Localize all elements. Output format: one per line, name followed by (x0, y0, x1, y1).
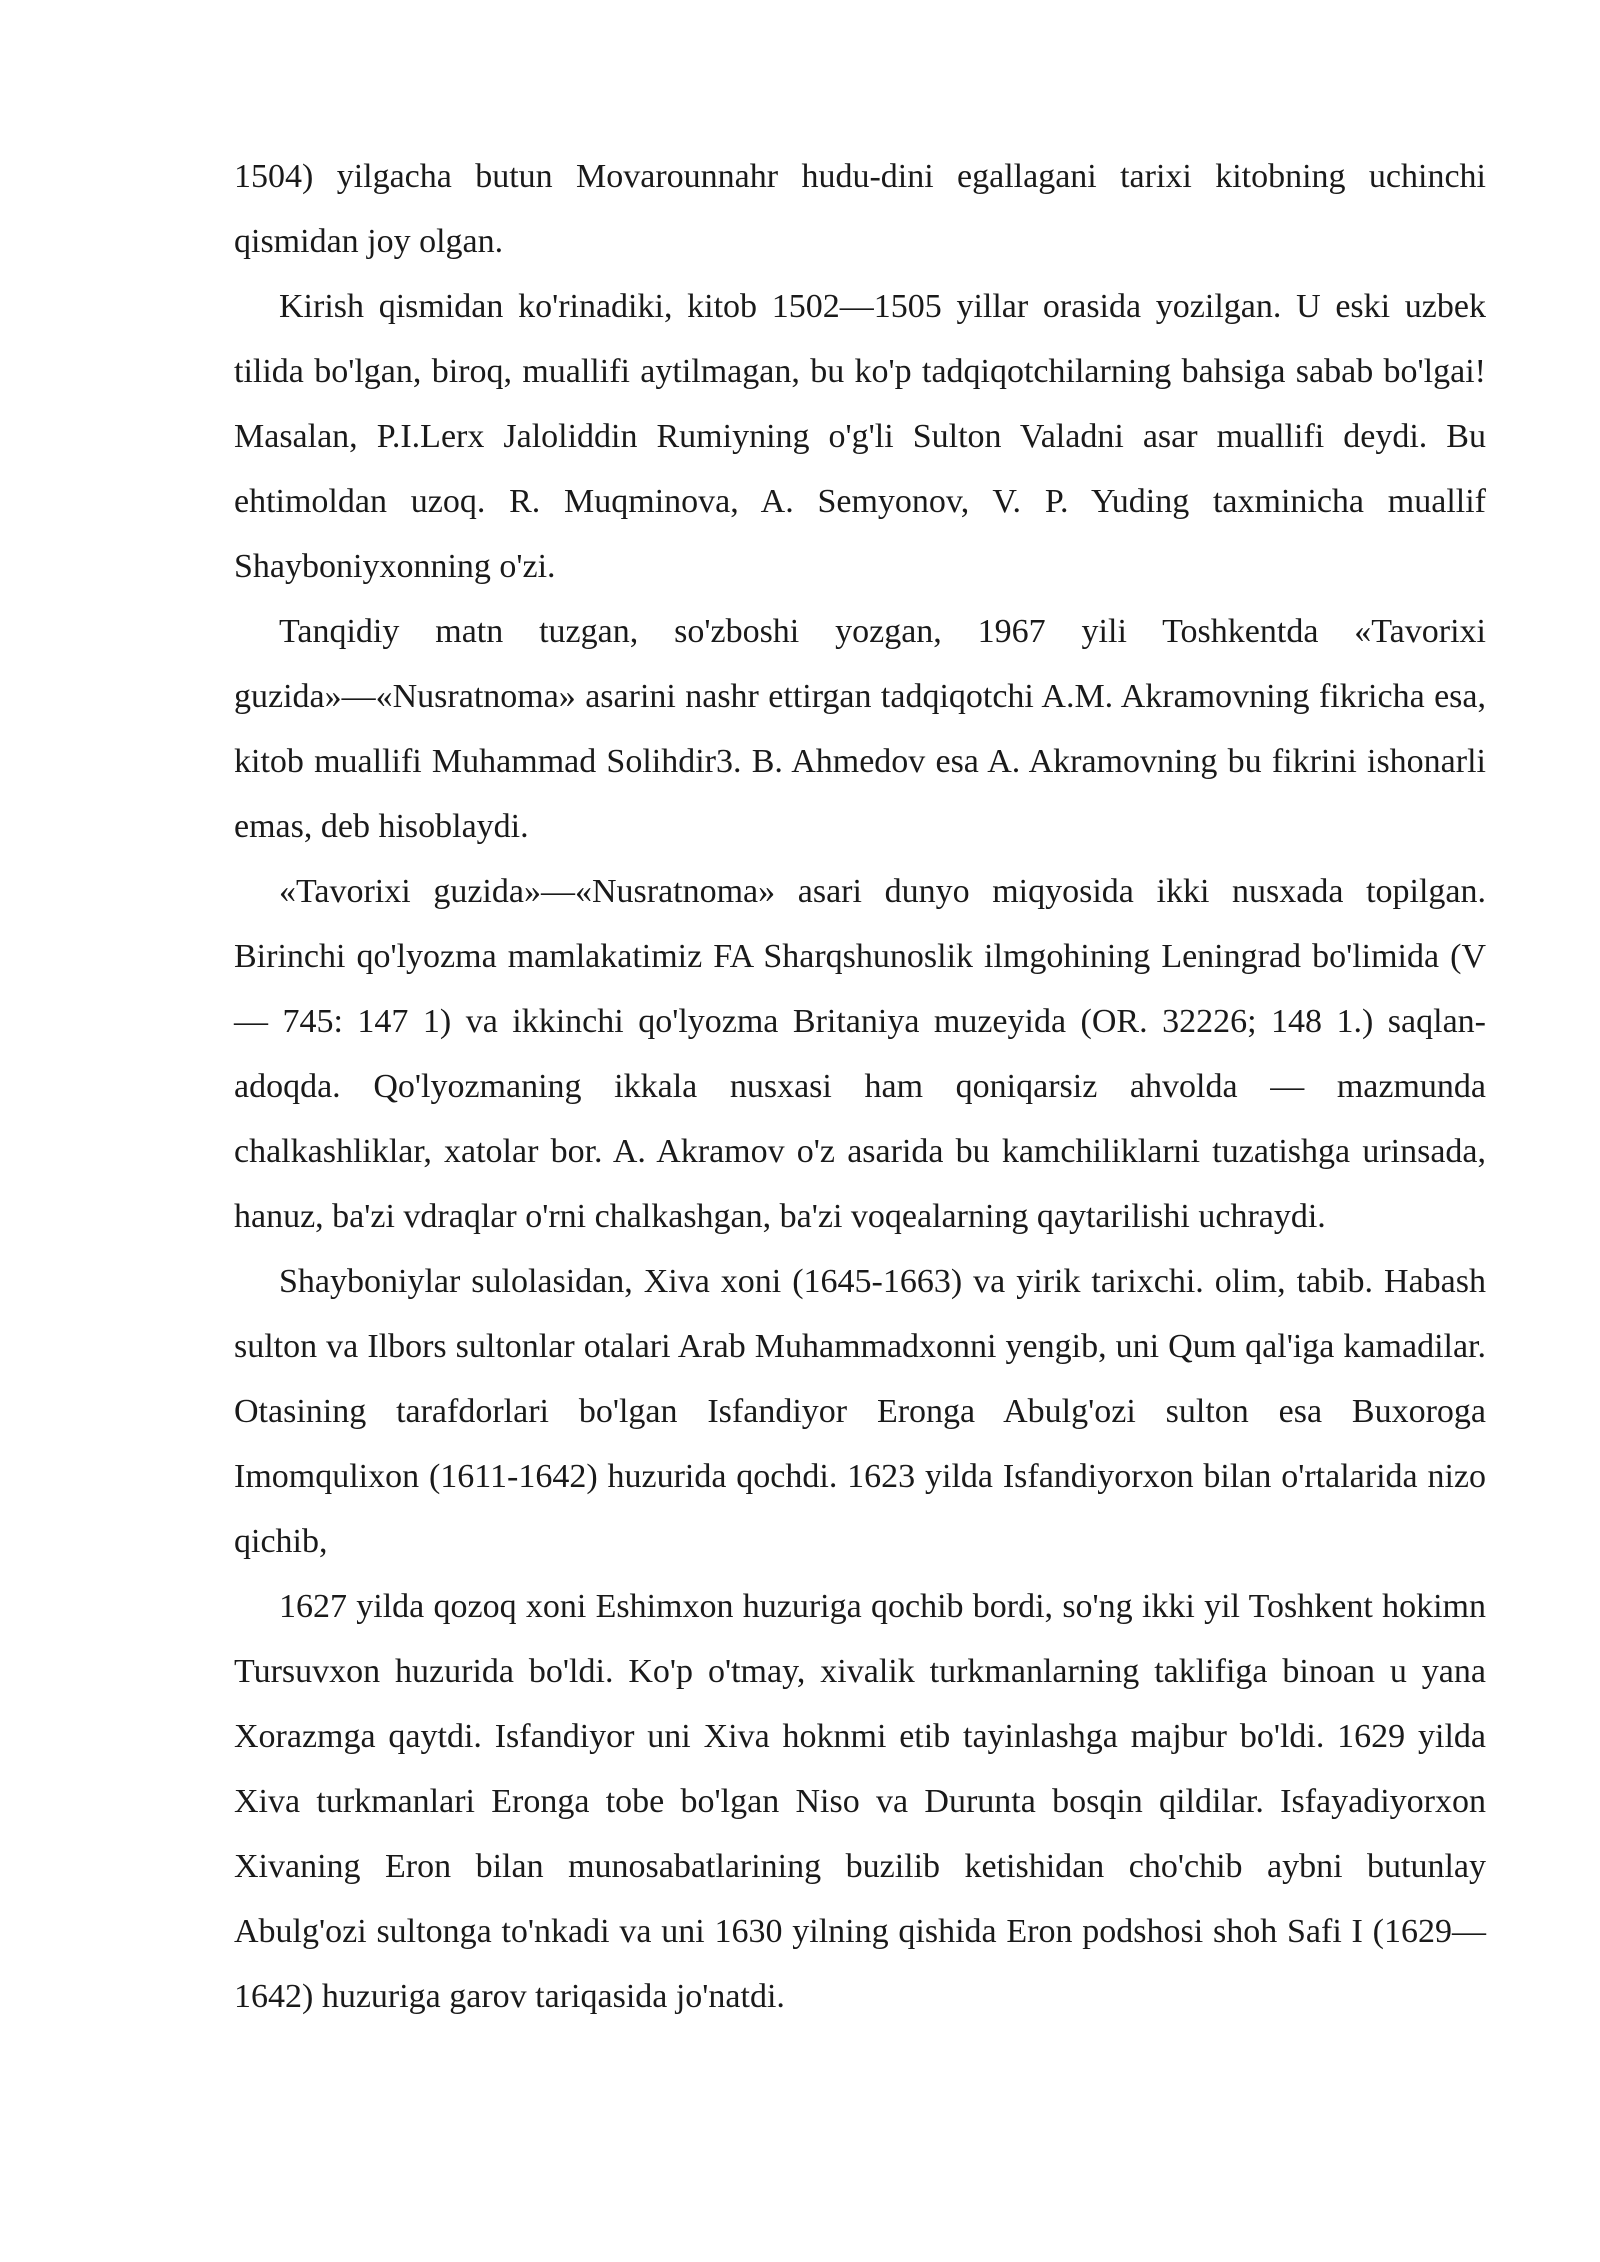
paragraph-shaybanid-dynasty: Shayboniylar sulolasidan, Xiva xoni (1645-1663) va yirik tarixchi. olim, tabib. Habash sulton va Ilbors sultonlar otalari Arab Muhammadxonni yengib, uni Qum qal'iga kamadilar. Otasining tarafdorlari bo'lgan Isfandiyor Eronga Abulg'ozi sulton esa Buxoroga Imomqulixon (1611-1642) huzurida qochdi. 1623 yilda Isfandiyorxon bilan o'rtalarida nizo qichib, (234, 1263, 1486, 1560)
paragraph-abulgozi-history: 1627 yilda qozoq xoni Eshimxon huzuriga qochib bordi, so'ng ikki yil Toshkent hokimn Tursuvxon huzurida bo'ldi. Ko'p o'tmay, xivalik turkmanlarning taklifiga binoan u yana Xorazmga qaytdi. Isfandiyor uni Xiva hoknmi etib tayinlashga majbur bo'ldi. 1629 yilda Xiva turkmanlari Eronga tobe bo'lgan Niso va Durunta bosqin qildilar. Isfayadiyorxon Xivaning Eron bilan munosabatlarining buzilib ketishidan cho'chib aybni butunlay Abulg'ozi sultonga to'nkadi va uni 1630 yilning qishida Eron podshosi shoh Safi I (1629—1642) huzuriga garov tariqasida jo'natdi. (234, 1588, 1486, 2015)
document-page (234, 144, 1486, 2029)
paragraph-manuscript-copies: «Tavorixi guzida»—«Nusratnoma» asari dunyo miqyosida ikki nusxada topilgan. Birinchi qo'lyozma mamlakatimiz FA Sharqshunoslik ilmgohining Leningrad bo'limida (V — 745: 147 1) va ikkinchi qo'lyozma Britaniya muzeyida (OR. 32226; 148 1.) saqlan-adoqda. Qo'lyozmaning ikkala nusxasi ham qoniqarsiz ahvolda — mazmunda chalkashliklar, xatolar bor. A. Akramov o'z asarida bu kamchiliklarni tuzatishga urinsada, hanuz, ba'zi vdraqlar o'rni chalkashgan, ba'zi voqealarning qaytarilishi uchraydi. (234, 873, 1486, 1235)
paragraph-critical-text: Tanqidiy matn tuzgan, so'zboshi yozgan, 1967 yili Toshkentda «Tavorixi guzida»—«Nusratnoma» asarini nashr ettirgan tadqiqotchi A.M. Akramovning fikricha esa, kitob muallifi Muhammad Solihdir3. B. Ahmedov esa A. Akramovning bu fikrini ishonarli emas, deb hisoblaydi. (234, 613, 1486, 845)
paragraph-book-introduction: Kirish qismidan ko'rinadiki, kitob 1502—1505 yillar orasida yozilgan. U eski uzbek tilida bo'lgan, biroq, muallifi aytilmagan, bu ko'p tadqiqotchilarning bahsiga sabab bo'lgai! Masalan, P.I.Lerx Jaloliddin Rumiyning o'g'li Sulton Valadni asar muallifi deydi. Bu ehtimoldan uzoq. R. Muqminova, A. Semyonov, V. P. Yuding taxminicha muallif Shayboniyxonning o'zi. (234, 288, 1486, 585)
paragraph-continuation: 1504) yilgacha butun Movarounnahr hudu-dini egallagani tarixi kitobning uchinchi qismidan joy olgan. (234, 158, 1486, 260)
